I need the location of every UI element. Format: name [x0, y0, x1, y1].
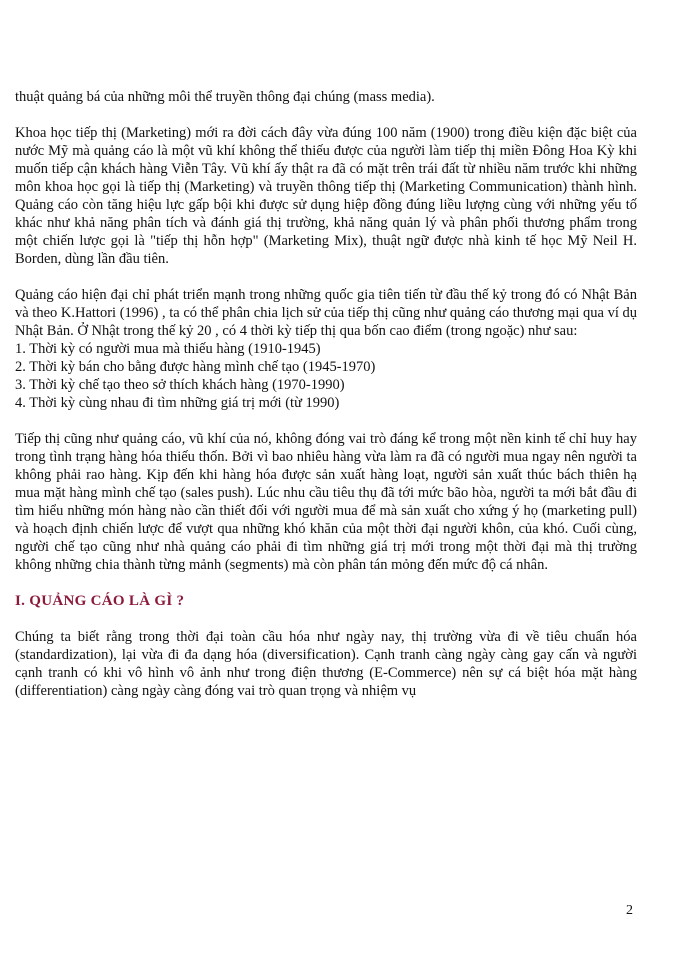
paragraph-globalization: Chúng ta biết rằng trong thời đại toàn cầu hóa như ngày nay, thị trường vừa đi về tiêu chuẩn hóa (standardization), lại vừa đi đa dạng hóa (diversification). Cạnh tranh càng ngày càng gay cấn và người cạnh tranh có khi vô hình vô ảnh như trong điện thương (E-Commerce) nên sự cá biệt hóa mặt hàng (differentiation) càng ngày càng đóng vai trò quan trọng và nhiệm vụ — [15, 629, 637, 699]
list-item: 2. Thời kỳ bán cho bằng được hàng mình chế tạo (1945-1970) — [15, 359, 376, 375]
list-item: 4. Thời kỳ cùng nhau đi tìm những giá trị mới (từ 1990) — [15, 395, 340, 411]
period-list — [15, 340, 637, 412]
section-heading: I. QUẢNG CÁO LÀ GÌ ? — [15, 593, 185, 609]
paragraph-marketing-role: Tiếp thị cũng như quảng cáo, vũ khí của nó, không đóng vai trò đáng kể trong một nền kinh tế chỉ huy hay trong tình trạng hàng hóa thiếu thốn. Bởi vì bao nhiêu hàng vừa làm ra đã có người mua ngay nên người ta không phải rao hàng. Kịp đến khi hàng hóa được sản xuất hàng loạt, người sản xuất thúc bách thiên hạ mua mặt hàng mình chế tạo (sales push). Lúc nhu cầu tiêu thụ đã tới mức bão hòa, người ta mới bắt đầu đi tìm hiểu những món hàng nào cần thiết đối với người mua để mà sản xuất cho xứng ý họ (marketing pull) và hoạch định chiến lược để vượt qua những khó khăn của một thời đại người khôn, của khó. Cuối cùng, người chế tạo cũng như nhà quảng cáo phải đi tìm những giá trị mới trong một thời đại mà thị trường không những chia thành từng mảnh (segments) mà còn phân tán mỏng đến mức độ cá nhân. — [15, 431, 637, 573]
page-number: 2 — [626, 903, 633, 918]
list-item: 1. Thời kỳ có người mua mà thiếu hàng (1910-1945) — [15, 341, 321, 357]
document-body — [15, 88, 637, 700]
paragraph-marketing-history: Khoa học tiếp thị (Marketing) mới ra đời cách đây vừa đúng 100 năm (1900) trong điều kiện đặc biệt của nước Mỹ mà quảng cáo là một vũ khí không thể thiếu được của người làm tiếp thị miền Đông Hoa Kỳ khi muốn tiếp cận khách hàng Viễn Tây. Vũ khí ấy thật ra đã có mặt trên trái đất từ nhiều năm trước khi những môn khoa học gọi là tiếp thị (Marketing) và truyền thông tiếp thị (Marketing Communication) thành hình. Quảng cáo còn tăng hiệu lực gấp bội khi được sử dụng hiệp đồng đúng liều lượng cùng với những yếu tố khác như khả năng phân tích và đánh giá thị trường, khả năng quản lý và phân phối thương phẩm trong một chiến lược gọi là "tiếp thị hỗn hợp" (Marketing Mix), thuật ngữ được nhà kinh tế học Mỹ Neil H. Borden, dùng lần đầu tiên. — [15, 125, 637, 267]
paragraph-intro: thuật quảng bá của những môi thể truyền thông đại chúng (mass media). — [15, 89, 435, 105]
list-item: 3. Thời kỳ chế tạo theo sở thích khách hàng (1970-1990) — [15, 377, 345, 393]
paragraph-modern-advertising: Quảng cáo hiện đại chỉ phát triển mạnh trong những quốc gia tiên tiến từ đầu thế kỷ trong đó có Nhật Bản và theo K.Hattori (1996) , ta có thể phân chia lịch sử của tiếp thị cũng như quảng cáo thương mại qua ví dụ Nhật Bản. Ở Nhật trong thế kỷ 20 , có 4 thời kỳ tiếp thị qua bốn cao điểm (trong ngoặc) như sau: — [15, 287, 637, 339]
